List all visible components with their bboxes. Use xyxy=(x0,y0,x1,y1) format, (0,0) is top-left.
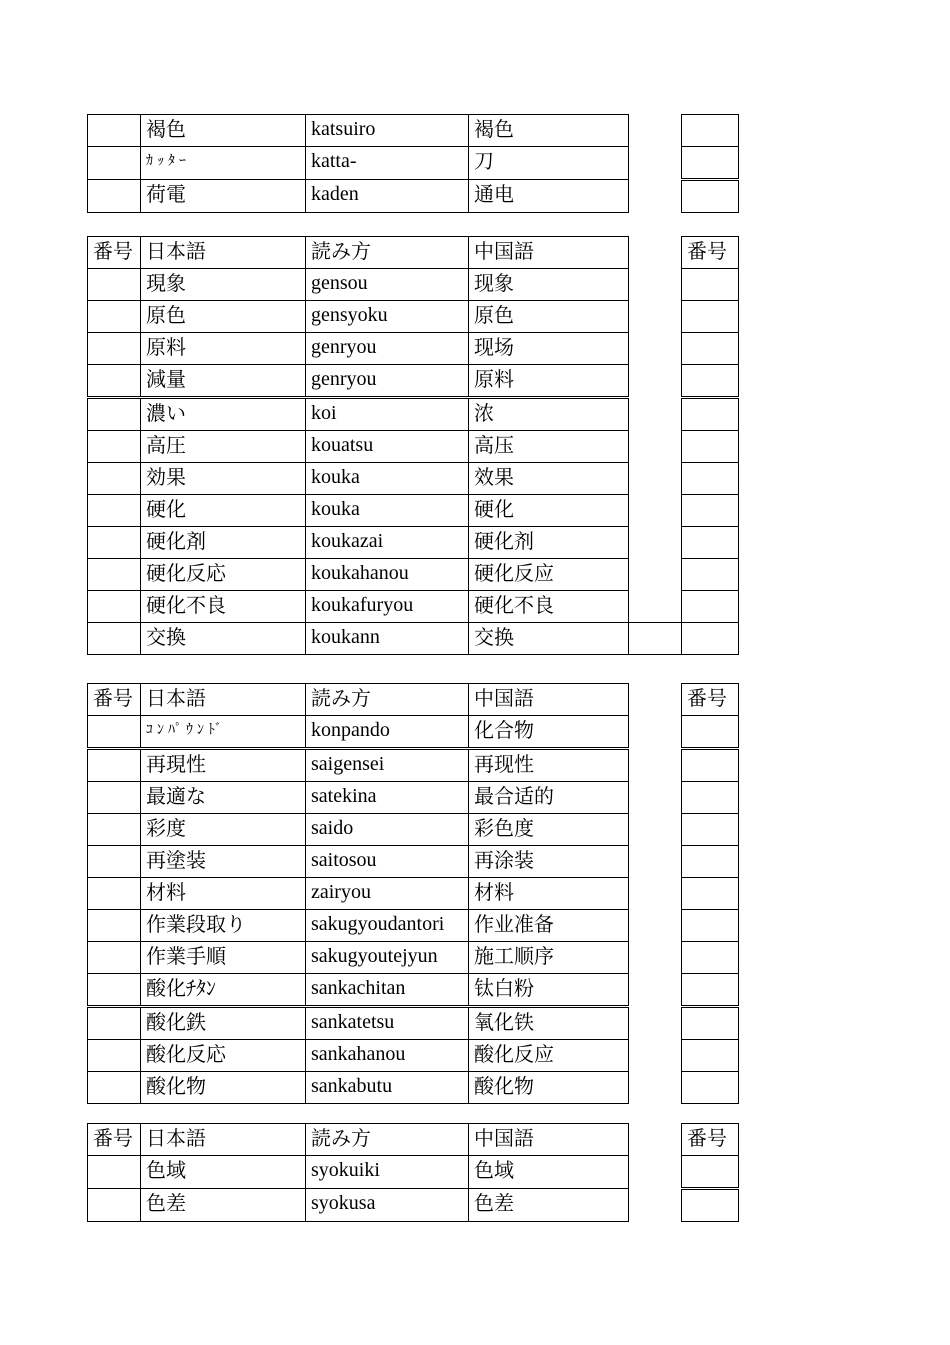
reading-cell: kouka xyxy=(306,495,469,527)
gap-cell xyxy=(629,398,682,431)
reading-cell: sankatetsu xyxy=(306,1007,469,1040)
table-row xyxy=(88,942,739,974)
header-reading: 読み方 xyxy=(306,1124,469,1156)
header-num2: 番号 xyxy=(682,237,739,269)
vocab-table-1 xyxy=(87,114,739,213)
num-cell xyxy=(88,180,141,213)
reading-cell: koi xyxy=(306,398,469,431)
num2-cell xyxy=(682,527,739,559)
table-row xyxy=(88,147,739,180)
table-row xyxy=(88,431,739,463)
num-cell xyxy=(88,463,141,495)
gap-cell xyxy=(629,463,682,495)
gap-cell xyxy=(629,1189,682,1222)
num-cell xyxy=(88,716,141,749)
table-row xyxy=(88,749,739,782)
num2-cell xyxy=(682,846,739,878)
num-cell xyxy=(88,974,141,1007)
chinese-cell: 效果 xyxy=(469,463,629,495)
num-cell xyxy=(88,1007,141,1040)
num-cell xyxy=(88,749,141,782)
chinese-cell: 最合适的 xyxy=(469,782,629,814)
vocab-table-3 xyxy=(87,683,739,1104)
table-row xyxy=(88,878,739,910)
header-chinese: 中国語 xyxy=(469,684,629,716)
table-row xyxy=(88,1040,739,1072)
chinese-cell: 材料 xyxy=(469,878,629,910)
num-cell xyxy=(88,495,141,527)
gap-cell xyxy=(629,684,682,716)
japanese-cell: 硬化 xyxy=(141,495,306,527)
num-cell xyxy=(88,623,141,655)
table-row xyxy=(88,1007,739,1040)
japanese-cell: 硬化反応 xyxy=(141,559,306,591)
header-num: 番号 xyxy=(88,684,141,716)
chinese-cell: 化合物 xyxy=(469,716,629,749)
reading-cell: satekina xyxy=(306,782,469,814)
chinese-cell: 硬化不良 xyxy=(469,591,629,623)
table-row xyxy=(88,846,739,878)
chinese-cell: 硬化剂 xyxy=(469,527,629,559)
reading-cell: kouatsu xyxy=(306,431,469,463)
chinese-cell: 原料 xyxy=(469,365,629,398)
reading-cell: sakugyoutejyun xyxy=(306,942,469,974)
table-row xyxy=(88,910,739,942)
gap-cell xyxy=(629,269,682,301)
header-japanese: 日本語 xyxy=(141,684,306,716)
num-cell xyxy=(88,527,141,559)
gap-cell xyxy=(629,1007,682,1040)
num2-cell xyxy=(682,431,739,463)
num2-cell xyxy=(682,495,739,527)
table-row xyxy=(88,782,739,814)
table-row xyxy=(88,463,739,495)
num-cell xyxy=(88,942,141,974)
num2-cell xyxy=(682,1007,739,1040)
reading-cell: genryou xyxy=(306,365,469,398)
num2-cell xyxy=(682,591,739,623)
chinese-cell: 氧化铁 xyxy=(469,1007,629,1040)
gap-cell xyxy=(629,431,682,463)
chinese-cell: 酸化物 xyxy=(469,1072,629,1104)
num2-cell xyxy=(682,365,739,398)
num2-cell xyxy=(682,878,739,910)
gap-cell xyxy=(629,591,682,623)
japanese-cell: 減量 xyxy=(141,365,306,398)
chinese-cell: 浓 xyxy=(469,398,629,431)
table-row xyxy=(88,527,739,559)
num2-cell xyxy=(682,301,739,333)
num2-cell xyxy=(682,147,739,180)
num-cell xyxy=(88,301,141,333)
japanese-cell: 酸化鉄 xyxy=(141,1007,306,1040)
japanese-cell: 酸化反応 xyxy=(141,1040,306,1072)
table-row xyxy=(88,365,739,398)
chinese-cell: 交换 xyxy=(469,623,629,655)
table-row xyxy=(88,333,739,365)
reading-cell: koukafuryou xyxy=(306,591,469,623)
table-row xyxy=(88,180,739,213)
num2-cell xyxy=(682,942,739,974)
num-cell xyxy=(88,147,141,180)
vocab-table-4 xyxy=(87,1123,739,1222)
num2-cell xyxy=(682,974,739,1007)
gap-cell xyxy=(629,333,682,365)
gap-cell xyxy=(629,782,682,814)
header-japanese: 日本語 xyxy=(141,1124,306,1156)
reading-cell: koukahanou xyxy=(306,559,469,591)
gap-cell xyxy=(629,115,682,147)
gap-cell xyxy=(629,846,682,878)
japanese-cell: 硬化不良 xyxy=(141,591,306,623)
num2-cell xyxy=(682,115,739,147)
num2-cell xyxy=(682,1189,739,1222)
reading-cell: koukazai xyxy=(306,527,469,559)
chinese-cell: 通电 xyxy=(469,180,629,213)
table-row xyxy=(88,716,739,749)
japanese-cell: 酸化ﾁﾀﾝ xyxy=(141,974,306,1007)
num-cell xyxy=(88,1189,141,1222)
chinese-cell: 色差 xyxy=(469,1189,629,1222)
table-row xyxy=(88,974,739,1007)
gap-cell xyxy=(629,495,682,527)
japanese-cell: 彩度 xyxy=(141,814,306,846)
table-row xyxy=(88,814,739,846)
num2-cell xyxy=(682,333,739,365)
reading-cell: sankachitan xyxy=(306,974,469,1007)
chinese-cell: 刀 xyxy=(469,147,629,180)
japanese-cell: 色差 xyxy=(141,1189,306,1222)
japanese-cell: 荷電 xyxy=(141,180,306,213)
num-cell xyxy=(88,365,141,398)
header-num: 番号 xyxy=(88,1124,141,1156)
reading-cell: syokuiki xyxy=(306,1156,469,1189)
num-cell xyxy=(88,1040,141,1072)
japanese-cell: 作業手順 xyxy=(141,942,306,974)
japanese-cell: ｺﾝﾊﾟｳﾝﾄﾞ xyxy=(141,716,306,749)
chinese-cell: 再现性 xyxy=(469,749,629,782)
reading-cell: saitosou xyxy=(306,846,469,878)
num-cell xyxy=(88,846,141,878)
table-row xyxy=(88,591,739,623)
reading-cell: saigensei xyxy=(306,749,469,782)
vocab-table-2 xyxy=(87,236,739,655)
japanese-cell: 原料 xyxy=(141,333,306,365)
gap-cell xyxy=(629,1072,682,1104)
chinese-cell: 彩色度 xyxy=(469,814,629,846)
table-row xyxy=(88,115,739,147)
gap-cell xyxy=(629,301,682,333)
table-header-row xyxy=(88,684,739,716)
num2-cell xyxy=(682,269,739,301)
table-row xyxy=(88,623,739,655)
reading-cell: katsuiro xyxy=(306,115,469,147)
gap-cell xyxy=(629,749,682,782)
chinese-cell: 施工顺序 xyxy=(469,942,629,974)
chinese-cell: 作业准备 xyxy=(469,910,629,942)
chinese-cell: 高压 xyxy=(469,431,629,463)
reading-cell: gensyoku xyxy=(306,301,469,333)
japanese-cell: 色域 xyxy=(141,1156,306,1189)
japanese-cell: 酸化物 xyxy=(141,1072,306,1104)
num-cell xyxy=(88,814,141,846)
num-cell xyxy=(88,591,141,623)
num2-cell xyxy=(682,910,739,942)
table-row xyxy=(88,1156,739,1189)
chinese-cell: 现场 xyxy=(469,333,629,365)
table-header-row xyxy=(88,237,739,269)
num-cell xyxy=(88,398,141,431)
gap-cell xyxy=(629,365,682,398)
reading-cell: genryou xyxy=(306,333,469,365)
japanese-cell: 最適な xyxy=(141,782,306,814)
num-cell xyxy=(88,559,141,591)
num2-cell xyxy=(682,749,739,782)
japanese-cell: 高圧 xyxy=(141,431,306,463)
chinese-cell: 再涂装 xyxy=(469,846,629,878)
reading-cell: sankahanou xyxy=(306,1040,469,1072)
reading-cell: sankabutu xyxy=(306,1072,469,1104)
reading-cell: saido xyxy=(306,814,469,846)
chinese-cell: 硬化 xyxy=(469,495,629,527)
num-cell xyxy=(88,878,141,910)
reading-cell: konpando xyxy=(306,716,469,749)
gap-cell xyxy=(629,942,682,974)
gap-cell xyxy=(629,237,682,269)
gap-cell xyxy=(629,147,682,180)
gap-cell xyxy=(629,814,682,846)
gap-cell xyxy=(629,527,682,559)
num-cell xyxy=(88,431,141,463)
gap-cell xyxy=(629,1124,682,1156)
japanese-cell: 硬化剤 xyxy=(141,527,306,559)
num2-cell xyxy=(682,398,739,431)
num2-cell xyxy=(682,716,739,749)
japanese-cell: 作業段取り xyxy=(141,910,306,942)
japanese-cell: 再塗装 xyxy=(141,846,306,878)
chinese-cell: 酸化反应 xyxy=(469,1040,629,1072)
reading-cell: syokusa xyxy=(306,1189,469,1222)
header-reading: 読み方 xyxy=(306,237,469,269)
table-row xyxy=(88,398,739,431)
num-cell xyxy=(88,782,141,814)
table-header-row xyxy=(88,1124,739,1156)
num2-cell xyxy=(682,623,739,655)
japanese-cell: 現象 xyxy=(141,269,306,301)
gap-cell xyxy=(629,910,682,942)
num2-cell xyxy=(682,1040,739,1072)
header-num2: 番号 xyxy=(682,684,739,716)
num2-cell xyxy=(682,180,739,213)
japanese-cell: 交換 xyxy=(141,623,306,655)
header-japanese: 日本語 xyxy=(141,237,306,269)
num2-cell xyxy=(682,1156,739,1189)
num-cell xyxy=(88,115,141,147)
num-cell xyxy=(88,333,141,365)
gap-cell xyxy=(629,716,682,749)
gap-cell xyxy=(629,878,682,910)
japanese-cell: 褐色 xyxy=(141,115,306,147)
reading-cell: gensou xyxy=(306,269,469,301)
reading-cell: zairyou xyxy=(306,878,469,910)
reading-cell: katta- xyxy=(306,147,469,180)
reading-cell: sakugyoudantori xyxy=(306,910,469,942)
chinese-cell: 原色 xyxy=(469,301,629,333)
header-chinese: 中国語 xyxy=(469,1124,629,1156)
chinese-cell: 现象 xyxy=(469,269,629,301)
gap-cell xyxy=(629,1156,682,1189)
gap-cell xyxy=(629,623,682,655)
header-num: 番号 xyxy=(88,237,141,269)
reading-cell: kouka xyxy=(306,463,469,495)
table-row xyxy=(88,1189,739,1222)
num2-cell xyxy=(682,814,739,846)
num2-cell xyxy=(682,1072,739,1104)
num-cell xyxy=(88,269,141,301)
num-cell xyxy=(88,910,141,942)
chinese-cell: 色域 xyxy=(469,1156,629,1189)
num2-cell xyxy=(682,559,739,591)
gap-cell xyxy=(629,180,682,213)
header-chinese: 中国語 xyxy=(469,237,629,269)
chinese-cell: 钛白粉 xyxy=(469,974,629,1007)
num-cell xyxy=(88,1156,141,1189)
japanese-cell: 再現性 xyxy=(141,749,306,782)
japanese-cell: ｶｯﾀｰ xyxy=(141,147,306,180)
japanese-cell: 原色 xyxy=(141,301,306,333)
header-num2: 番号 xyxy=(682,1124,739,1156)
gap-cell xyxy=(629,974,682,1007)
num2-cell xyxy=(682,782,739,814)
num-cell xyxy=(88,1072,141,1104)
header-reading: 読み方 xyxy=(306,684,469,716)
japanese-cell: 濃い xyxy=(141,398,306,431)
gap-cell xyxy=(629,1040,682,1072)
chinese-cell: 硬化反应 xyxy=(469,559,629,591)
table-row xyxy=(88,495,739,527)
table-row xyxy=(88,559,739,591)
gap-cell xyxy=(629,559,682,591)
japanese-cell: 効果 xyxy=(141,463,306,495)
reading-cell: kaden xyxy=(306,180,469,213)
table-row xyxy=(88,1072,739,1104)
chinese-cell: 褐色 xyxy=(469,115,629,147)
reading-cell: koukann xyxy=(306,623,469,655)
num2-cell xyxy=(682,463,739,495)
table-row xyxy=(88,269,739,301)
table-row xyxy=(88,301,739,333)
japanese-cell: 材料 xyxy=(141,878,306,910)
